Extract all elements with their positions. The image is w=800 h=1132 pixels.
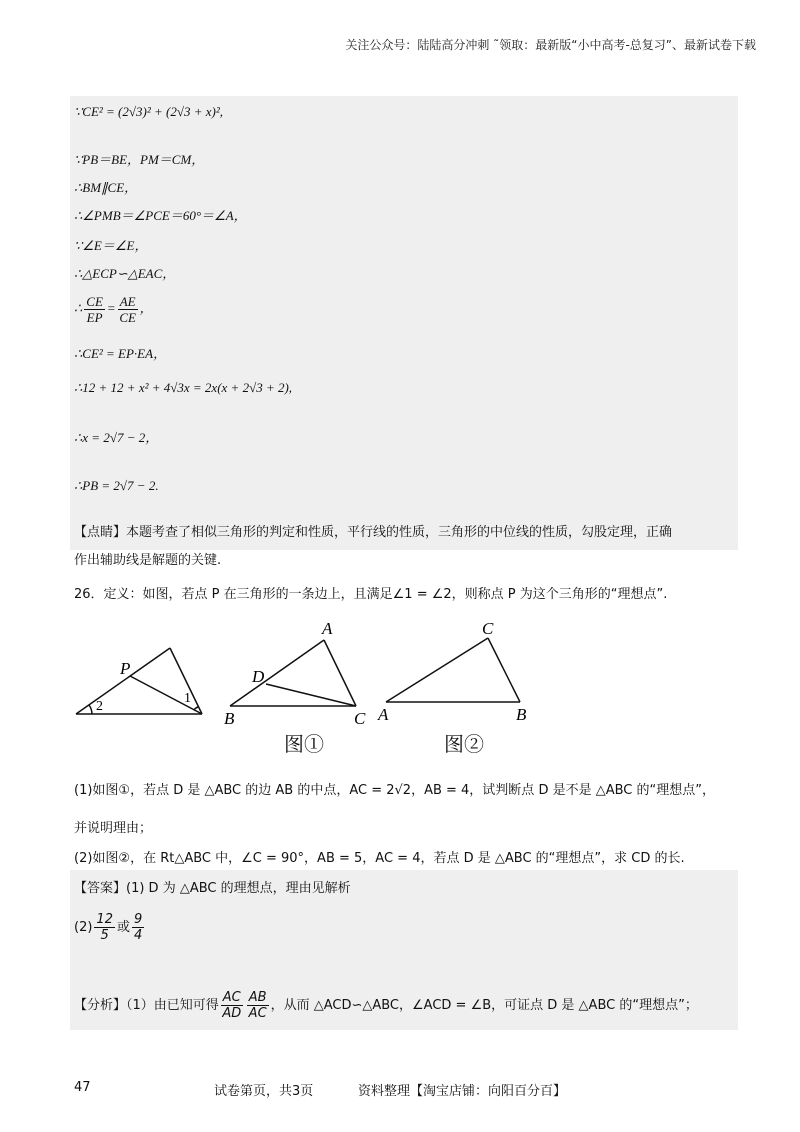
- edge-ac: [386, 638, 488, 702]
- part-2: (2)如图②，在 Rt△ABC 中，∠C = 90°，AB = 5，AC = 4，若点 D 是 △ABC 的“理想点”，求 CD 的长.: [74, 851, 685, 866]
- page-header: 关注公众号：陆陆高分冲刺 ˜领取：最新版“小中高考-总复习”、最新试卷下载: [345, 38, 756, 52]
- fraction-denominator: 5: [100, 928, 109, 943]
- edge-ac: [324, 640, 356, 706]
- segment-dc: [266, 684, 356, 706]
- label-angle-2: 2: [96, 699, 103, 714]
- solution-line-11: ∴PB = 2√7 − 2.: [74, 478, 159, 493]
- fraction-numerator: AC: [222, 990, 241, 1005]
- edge-ba: [230, 640, 324, 706]
- solution-line-3: ∴BM∥CE，: [74, 180, 138, 195]
- comment-line-2: 作出辅助线是解题的关键.: [74, 553, 222, 568]
- solution-line-7: [74, 294, 153, 325]
- label-c: C: [354, 709, 366, 728]
- fraction-numerator: 12: [96, 912, 113, 927]
- angle-2-arc: [89, 705, 92, 714]
- fraction-ce-ep: [84, 294, 105, 325]
- fraction-denominator: AC: [248, 1006, 267, 1021]
- fraction-numerator: AB: [248, 990, 267, 1005]
- figure-1-triangle: [230, 640, 356, 706]
- fraction-12-5: [94, 912, 115, 943]
- figure-1-caption: 图①: [284, 734, 324, 756]
- fraction-numerator: 9: [133, 912, 143, 927]
- label-a: A: [378, 705, 389, 724]
- left-edge: [76, 648, 170, 714]
- fraction-denominator: 4: [133, 928, 143, 943]
- figure-2-caption: 图②: [444, 734, 484, 756]
- answer-part-1: 【答案】(1) D 为 △ABC 的理想点，理由见解析: [74, 881, 351, 896]
- fraction-9-4: [132, 912, 144, 943]
- part-1-line-2: 并说明理由；: [74, 821, 153, 836]
- fraction-denominator: AD: [222, 1006, 242, 1021]
- solution-line-9: ∴12 + 12 + x² + 4√3x = 2x(x + 2√3 + 2),: [74, 380, 293, 395]
- or-word: 或: [116, 920, 130, 935]
- answer-part-2-label: (2): [74, 920, 93, 935]
- punctuation: ，: [139, 300, 153, 316]
- solution-line-4: ∴∠PMB＝∠PCE＝60°＝∠A，: [74, 208, 247, 223]
- fraction-ac-ad: [221, 990, 243, 1021]
- label-angle-1: 1: [184, 691, 191, 706]
- edge-cb: [488, 638, 520, 702]
- fraction-ab-ac: [247, 990, 269, 1021]
- label-b: B: [516, 705, 527, 724]
- cevian-pc: [130, 676, 202, 714]
- fraction-numerator: CE: [86, 294, 103, 309]
- footer-source: 资料整理【淘宝店铺：向阳百分百】: [358, 1084, 567, 1099]
- page-number: 47: [74, 1080, 91, 1095]
- solution-line-8: ∴CE² = EP·EA，: [74, 346, 167, 361]
- analysis-prefix: 【分析】（1）由已知可得: [74, 998, 219, 1013]
- fraction-denominator: EP: [86, 310, 103, 325]
- fraction-denominator: CE: [119, 310, 136, 325]
- part-1-line-1: (1)如图①，若点 D 是 △ABC 的边 AB 的中点，AC = 2√2，AB = 4，试判断点 D 是不是 △ABC 的“理想点”，: [74, 783, 715, 798]
- analysis-line: [74, 990, 698, 1021]
- therefore-symbol: ∴: [74, 300, 83, 316]
- label-p: P: [120, 659, 131, 678]
- solution-line-5: ∵∠E＝∠E，: [74, 238, 148, 253]
- fraction-numerator: AE: [119, 294, 136, 309]
- footer-page-info: 试卷第页，共3页: [214, 1084, 314, 1099]
- label-c: C: [482, 619, 494, 638]
- angle-1-arc: [194, 707, 198, 710]
- figure-2-triangle: [386, 638, 520, 702]
- question-26-definition: 26．定义：如图，若点 P 在三角形的一条边上，且满足∠1 = ∠2，则称点 P 为这个三角形的“理想点”.: [74, 587, 668, 602]
- answer-part-2: [74, 912, 146, 943]
- solution-line-1: ∵CE² = (2√3)² + (2√3 + x)²,: [74, 104, 223, 119]
- solution-line-2: ∵PB＝BE，PM＝CM，: [74, 152, 205, 167]
- comment-line-1: 【点睛】本题考查了相似三角形的判定和性质，平行线的性质，三角形的中位线的性质，勾股定理，正确: [74, 525, 673, 540]
- analysis-rest: ，从而 △ACD∽△ABC，∠ACD = ∠B，可证点 D 是 △ABC 的“理想点”；: [270, 998, 698, 1013]
- solution-line-6: ∴△ECP∽△EAC，: [74, 266, 176, 281]
- label-b: B: [224, 709, 235, 728]
- solution-line-10: ∴x = 2√7 − 2，: [74, 430, 159, 445]
- label-a: A: [322, 619, 333, 638]
- fraction-ae-ce: [118, 294, 138, 325]
- equals-sign: =: [106, 300, 116, 316]
- label-d: D: [252, 667, 265, 686]
